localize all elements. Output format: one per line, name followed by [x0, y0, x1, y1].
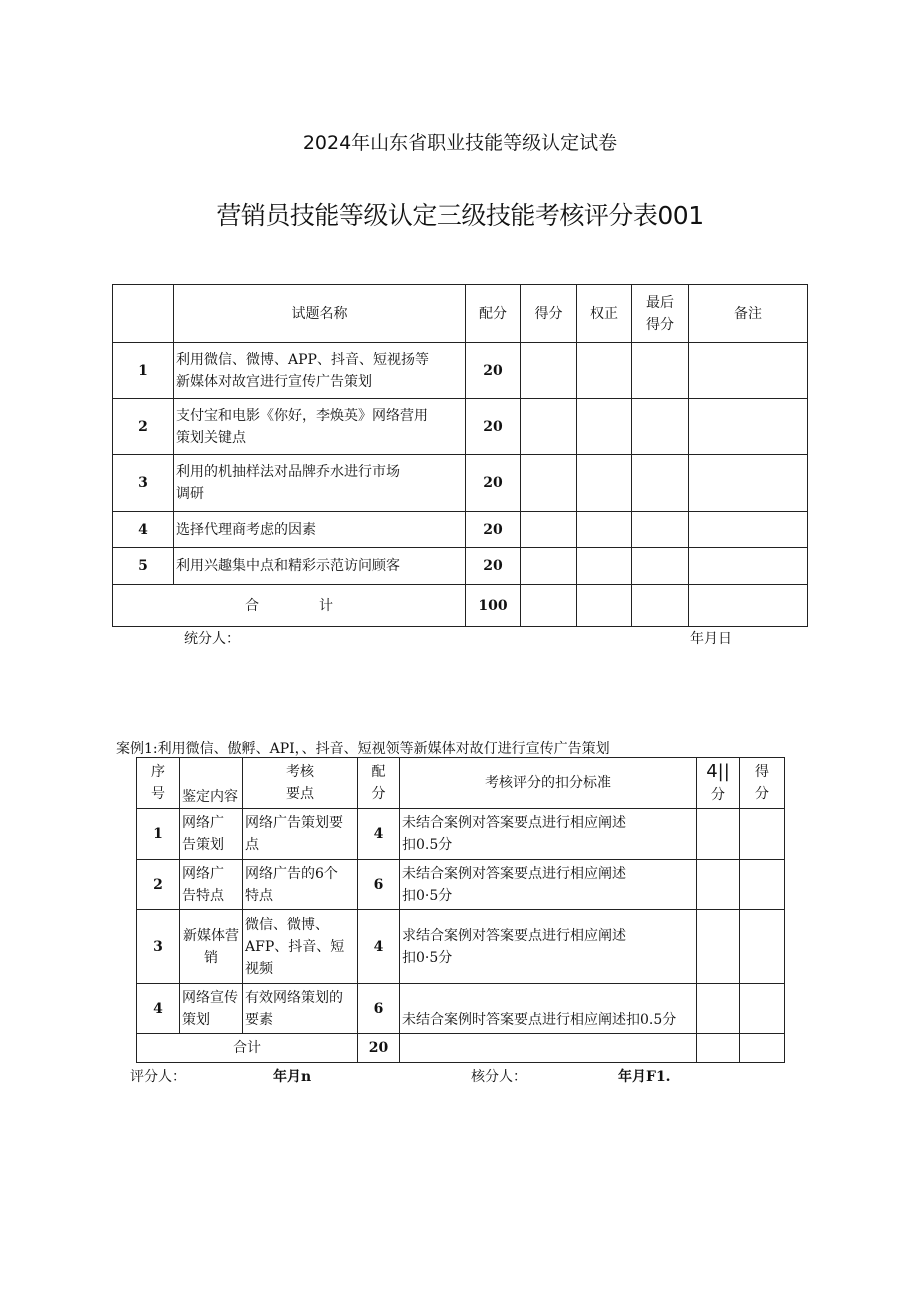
case-title: 案例1:利用微信、傲孵、API，、抖音、短视领等新媒体对故仃进行宣传广告策划 [116, 741, 610, 757]
header-note: 备注 [689, 285, 808, 343]
exam-title: 2024年山东省职业技能等级认定试卷 [302, 132, 618, 154]
header-no [113, 285, 174, 343]
header-got: 得分 [521, 285, 577, 343]
score-table-header [113, 285, 808, 343]
item-name: 利用微信、微博、APP、抖音、短视扬等 新媒体对故宫进行宣传广告策划 [174, 343, 466, 399]
table-row: 1 利用微信、微博、APP、抖音、短视扬等 新媒体对故宫进行宣传广告策划 20 [113, 343, 808, 399]
case-table-header [137, 758, 785, 809]
item-name: 利用兴趣集中点和精彩示范访问顾客 [174, 548, 466, 585]
total-score: 20 [358, 1034, 400, 1063]
date-label-2: 年月F1. [618, 1069, 671, 1085]
header-deduct: 4|| 分 [697, 758, 740, 809]
table-row: 1 网络广 告策划 网络广告策划要 点 4 未结合案例对答案要点进行相应阐述 扣0.5分 [137, 809, 785, 860]
header-score: 配 分 [358, 758, 400, 809]
header-got: 得 分 [740, 758, 785, 809]
header-content: 鉴定内容 [180, 758, 243, 809]
checker-label: 核分人： [471, 1069, 527, 1085]
table-row: 3 利用的机抽样法对品牌乔水进行市场 调研 20 [113, 455, 808, 512]
total-score: 100 [466, 585, 521, 627]
item-name: 支付宝和电影《你好，李焕英》网络营用 策划关键点 [174, 399, 466, 455]
case-table [136, 757, 785, 1063]
header-name: 试题名称 [174, 285, 466, 343]
header-adjust: 权正 [577, 285, 632, 343]
table-row: 4 网络宣传 策划 有效网络策划的 要素 6 未结合案例时答案要点进行相应阐述扣0.5分 [137, 984, 785, 1034]
table-row: 2 支付宝和电影《你好，李焕英》网络营用 策划关键点 20 [113, 399, 808, 455]
item-name: 选择代理商考虑的因素 [174, 512, 466, 548]
item-name: 利用的机抽样法对品牌乔水进行市场 调研 [174, 455, 466, 512]
score-table [112, 284, 808, 627]
table-row: 4 选择代理商考虑的因素 20 [113, 512, 808, 548]
header-final: 最后 得分 [632, 285, 689, 343]
grader-label: 评分人： [130, 1069, 186, 1085]
table-row: 5 利用兴趣集中点和精彩示范访问顾客 20 [113, 548, 808, 585]
total-label: 合 计 [113, 585, 466, 627]
header-no: 序 号 [137, 758, 180, 809]
table-row: 2 网络广 告特点 网络广告的6个 特点 6 未结合案例对答案要点进行相应阐述 扣0·5分 [137, 860, 785, 910]
header-point: 考核 要点 [243, 758, 358, 809]
header-standard: 考核评分的扣分标准 [400, 758, 697, 809]
header-score: 配分 [466, 285, 521, 343]
date-label: 年月日 [690, 631, 732, 647]
date-label-1: 年月n [273, 1069, 312, 1085]
total-row [113, 585, 808, 627]
total-label: 合计 [137, 1034, 358, 1063]
total-row [137, 1034, 785, 1063]
scorer-label: 统分人： [184, 631, 240, 647]
table-row: 3 新媒体营 销 微信、微博、 AFP、抖音、短 视频 4 求结合案例对答案要点进行相应阐述 扣0·5分 [137, 910, 785, 984]
form-title: 营销员技能等级认定三级技能考核评分表001 [216, 201, 704, 230]
